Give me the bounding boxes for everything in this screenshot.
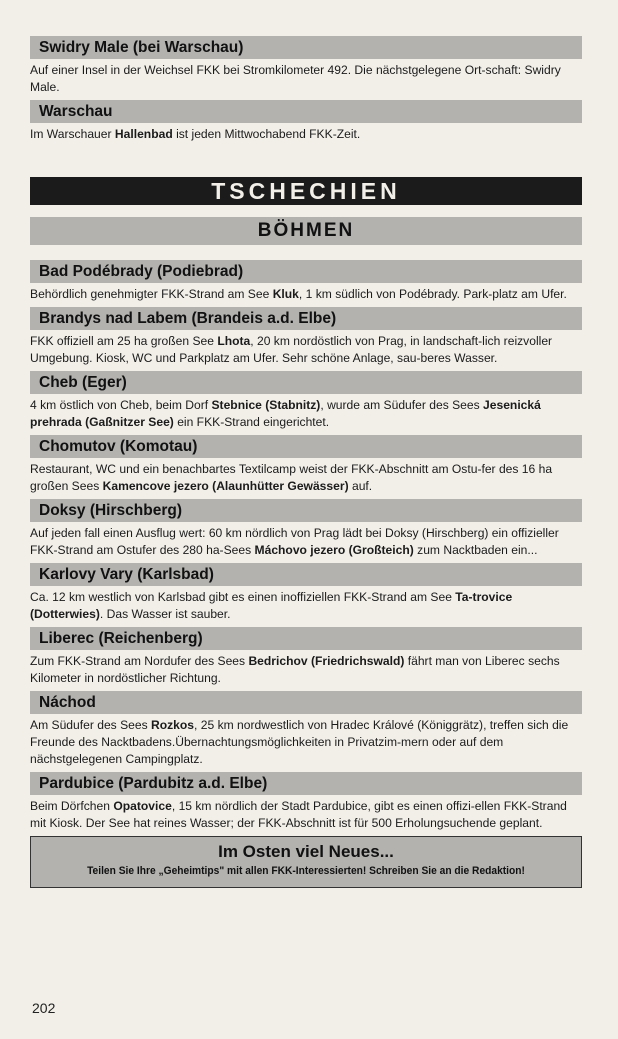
region-heading: BÖHMEN <box>30 217 582 245</box>
entry-title: Brandys nad Labem (Brandeis a.d. Elbe) <box>30 307 582 330</box>
entry-text <box>30 525 582 559</box>
entry-title: Chomutov (Komotau) <box>30 435 582 458</box>
entry <box>30 563 582 623</box>
entry-text-segment: 4 km östlich von Cheb, beim Dorf <box>30 398 212 412</box>
entry-text-bold: Máchovo jezero (Großteich) <box>254 543 414 557</box>
entry-text <box>30 589 582 623</box>
entry-title: Warschau <box>30 100 582 123</box>
entry-text-segment: Zum FKK-Strand am Nordufer des Sees <box>30 654 249 668</box>
promo-subtitle: Teilen Sie Ihre „Geheimtips" mit allen FKK-Interessierten! Schreiben Sie an die Redaktion! <box>87 865 525 877</box>
entry <box>30 627 582 687</box>
entry-title: Liberec (Reichenberg) <box>30 627 582 650</box>
entry <box>30 307 582 367</box>
page-content <box>30 36 582 888</box>
entry-text-segment: Im Warschauer <box>30 127 115 141</box>
country-heading: TSCHECHIEN <box>30 177 582 205</box>
entry-text-segment: Am Südufer des Sees <box>30 718 152 732</box>
entry <box>30 691 582 768</box>
entry-text-segment: ein FKK-Strand eingerichtet. <box>173 415 330 429</box>
entry-text-segment: Ca. 12 km westlich von Karlsbad gibt es einen inoffiziellen FKK-Strand am See <box>30 590 456 604</box>
entry-text <box>30 126 582 143</box>
entry-text-segment: , 25 km nordwestlich von Hradec Králové (Königgrätz), treffen sich die Freunde des Nacktbadens.Übernachtungsmöglichkeiten in Privatzim-mern oder auf dem nächstgelegenen Campingplatz. <box>30 718 569 766</box>
entry-text-segment: fährt man von Liberec sechs Kilometer in nordöstlicher Richtung. <box>30 654 560 685</box>
entry-text-segment: , wurde am Südufer des Sees <box>320 398 484 412</box>
entry-text-segment: auf. <box>348 479 373 493</box>
entry <box>30 499 582 559</box>
entry-text-bold: Opatovice <box>113 799 172 813</box>
entry-text-bold: Ta-trovice (Dotterwies) <box>30 590 513 621</box>
entry-text <box>30 717 582 768</box>
entry-text-segment: FKK offiziell am 25 ha großen See <box>30 334 218 348</box>
entry <box>30 371 582 431</box>
entry-text-segment: , 1 km südlich von Podébrady. Park-platz am Ufer. <box>298 287 567 301</box>
entry <box>30 772 582 832</box>
entry-text-bold: Kamencove jezero (Alaunhütter Gewässer) <box>102 479 349 493</box>
entry-text-bold: Stebnice (Stabnitz) <box>211 398 321 412</box>
entry-text <box>30 653 582 687</box>
entry-title: Doksy (Hirschberg) <box>30 499 582 522</box>
entry-title: Swidry Male (bei Warschau) <box>30 36 582 59</box>
entry-text <box>30 333 582 367</box>
entry-text-bold: Hallenbad <box>114 127 173 141</box>
region-entries <box>30 260 582 832</box>
entry-text-segment: Auf jeden fall einen Ausflug wert: 60 km nördlich von Prag lädt bei Doksy (Hirschberg) ein offizieller FKK-Strand am Ostufer des 280 ha-Sees <box>30 526 559 557</box>
entry-text-segment: Beim Dörfchen <box>30 799 114 813</box>
entry <box>30 435 582 495</box>
promo-title: Im Osten viel Neues... <box>218 842 394 861</box>
entry-text-segment: Restaurant, WC und ein benachbartes Textilcamp weist der FKK-Abschnitt am Ostu-fer des 16 ha großen Sees <box>30 462 553 493</box>
entry-text-bold: Kluk <box>272 287 299 301</box>
entry-text-segment: . Das Wasser ist sauber. <box>99 607 231 621</box>
entry-text-bold: Bedrichov (Friedrichswald) <box>248 654 405 668</box>
entry-text-bold: Lhota <box>217 334 251 348</box>
entry-text-bold: Jesenická prehrada (Gaßnitzer See) <box>30 398 541 429</box>
entry-text <box>30 397 582 431</box>
entry <box>30 36 582 96</box>
entry-text-segment: zum Nacktbaden ein... <box>413 543 538 557</box>
top-entries <box>30 36 582 143</box>
entry-text <box>30 798 582 832</box>
entry-text-segment: Auf einer Insel in der Weichsel FKK bei Stromkilometer 492. Die nächstgelegene Ort-schaft: Swidry Male. <box>30 63 561 94</box>
entry-title: Náchod <box>30 691 582 714</box>
promo-box <box>30 836 582 888</box>
entry-title: Karlovy Vary (Karlsbad) <box>30 563 582 586</box>
entry-text-segment: , 20 km nordöstlich von Prag, in landschaft-lich reizvoller Umgebung. Kiosk, WC und Parkplatz am Ufer. Sehr schöne Anlage, sau-beres Wasser. <box>30 334 553 365</box>
entry-text-segment: Behördlich genehmigter FKK-Strand am See <box>30 287 273 301</box>
entry-text <box>30 461 582 495</box>
entry <box>30 260 582 303</box>
entry-title: Cheb (Eger) <box>30 371 582 394</box>
page-number: 202 <box>32 1000 56 1016</box>
entry-title: Pardubice (Pardubitz a.d. Elbe) <box>30 772 582 795</box>
entry-text <box>30 62 582 96</box>
entry-text <box>30 286 582 303</box>
entry <box>30 100 582 143</box>
entry-text-segment: , 15 km nördlich der Stadt Pardubice, gibt es einen offizi-ellen FKK-Strand mit Kiosk. Der See hat reines Wasser; der FKK-Abschnitt ist für 500 Erholungsuchende geplant. <box>30 799 567 830</box>
entry-text-segment: ist jeden Mittwochabend FKK-Zeit. <box>172 127 361 141</box>
entry-title: Bad Podébrady (Podiebrad) <box>30 260 582 283</box>
entry-text-bold: Rozkos <box>151 718 195 732</box>
